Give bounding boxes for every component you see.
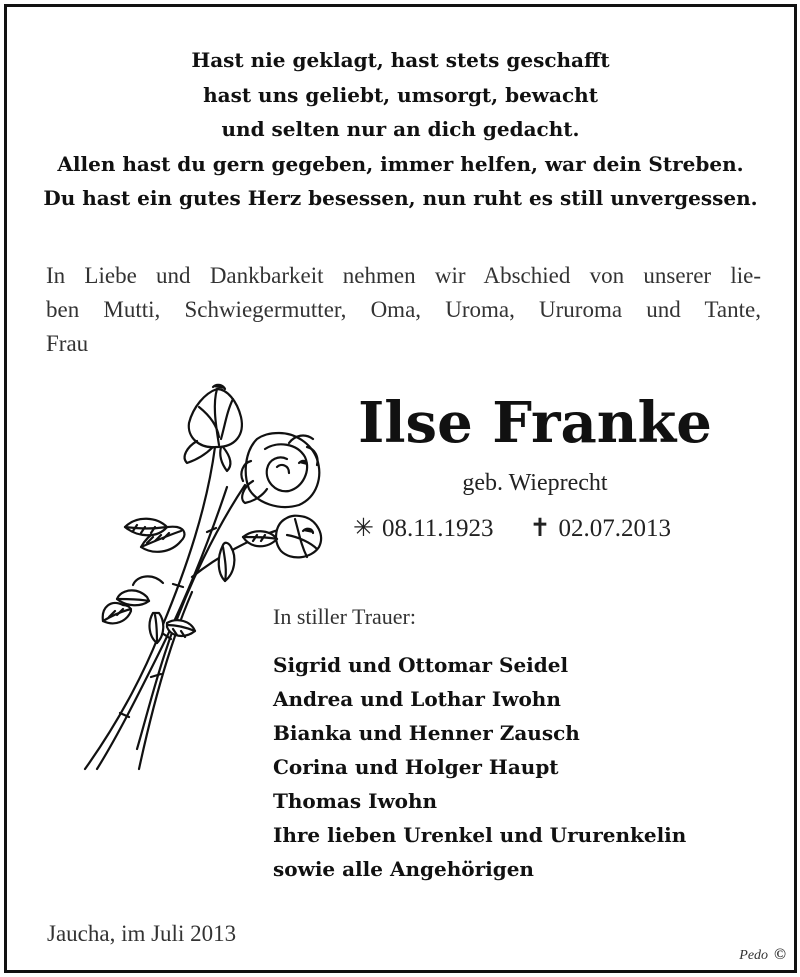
poem-line: Hast nie geklagt, hast stets geschafft: [191, 48, 610, 72]
intro-line: In Liebe und Dankbarkeit nehmen wir Abschied von unserer lie-: [46, 263, 761, 288]
obituary-frame: [4, 4, 797, 973]
birth-star-icon: ✳: [353, 515, 374, 542]
intro-line: Frau: [46, 331, 89, 356]
birth-date: 08.11.1923: [381, 515, 494, 542]
place-date: Jaucha, im Juli 2013: [47, 921, 237, 946]
intro-line: ben Mutti, Schwiegermutter, Oma, Uroma, Ururoma und Tante,: [46, 297, 761, 322]
poem-line: und selten nur an dich gedacht.: [221, 117, 580, 141]
mourner-item: Sigrid und Ottomar Seidel: [273, 653, 569, 677]
poem-line: Allen hast du gern gegeben, immer helfen, war dein Streben.: [57, 151, 744, 176]
death-date: 02.07.2013: [558, 515, 671, 542]
mourner-item: Corina und Holger Haupt: [273, 755, 559, 779]
birth-name: geb. Wieprecht: [462, 470, 608, 496]
poem-line: Du hast ein gutes Herz besessen, nun ruht es still unvergessen.: [43, 186, 758, 210]
mourner-item: Bianka und Henner Zausch: [273, 721, 580, 745]
mourner-item: Thomas Iwohn: [273, 789, 438, 813]
design-credit: [739, 946, 786, 964]
poem: [7, 43, 794, 216]
mourners-label: In stiller Trauer:: [273, 604, 416, 629]
deceased-name: Ilse Franke: [358, 390, 712, 456]
mourner-item: Ihre lieben Urenkel und Ururenkelin: [273, 823, 687, 847]
mourner-item: Andrea und Lothar Iwohn: [273, 687, 561, 711]
credit-text: Pedo: [739, 948, 769, 963]
poem-line: hast uns geliebt, umsorgt, bewacht: [203, 82, 598, 107]
death-cross-icon: ✝: [529, 515, 551, 542]
copyright-icon: ©: [774, 946, 786, 963]
life-dates: [353, 513, 671, 543]
mourners-list: [273, 648, 686, 886]
intro-text: [46, 259, 761, 361]
mourner-item: sowie alle Angehörigen: [273, 857, 534, 881]
